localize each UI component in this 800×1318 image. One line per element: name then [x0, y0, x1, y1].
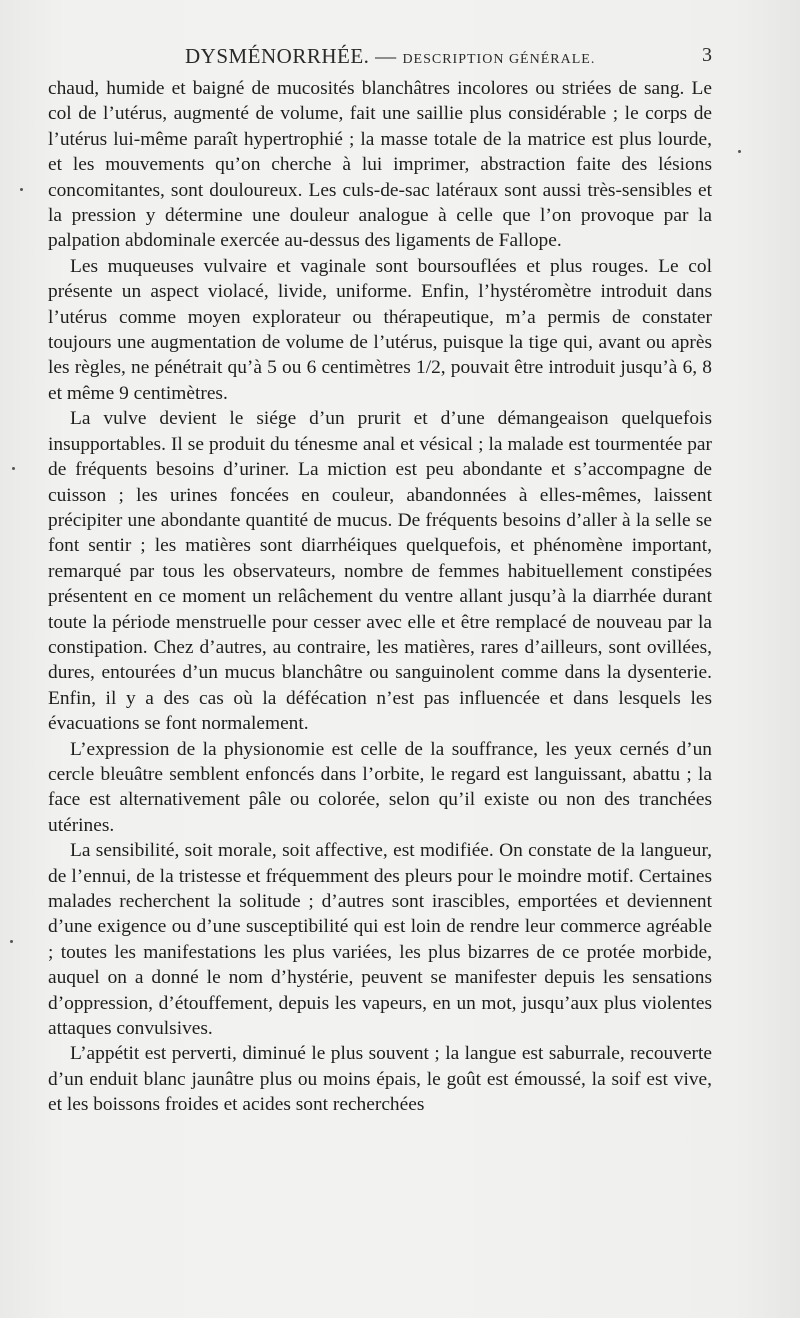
header-title-main: DYSMÉNORRHÉE. —: [185, 44, 403, 68]
paragraph-6: L’appétit est perverti, diminué le plus souvent ; la langue est saburrale, recouverte d’un enduit blanc jaunâtre plus ou moins épais, le goût est émoussé, la soif est vive, et les boissons froides et acides sont recherchées: [48, 1043, 712, 1116]
header-title: [185, 44, 595, 69]
header-title-sub: DESCRIPTION GÉNÉRALE.: [402, 52, 596, 67]
running-header: [48, 44, 712, 72]
paper-speck: [12, 467, 15, 470]
paragraph-3: La vulve devient le siége d’un prurit et d’une démangeaison quelquefois insupportables. Il se produit du ténesme anal et vésical ; la malade est tourmentée par de fréquents besoins d’uriner. La miction est peu abondante et s’accompagne de cuisson ; les urines foncées en couleur, abandonnées à elles-mêmes, laissent précipiter une abondante quantité de mucus. De fréquents besoins d’aller à la selle se font sentir ; les matières sont diarrhéiques quelquefois, et phénomène important, remarqué par tous les observateurs, nombre de femmes habituellement constipées présentent en ce moment un relâchement du ventre allant jusqu’à la diarrhée durant toute la période menstruelle pour cesser avec elle et être remplacé de nouveau par la constipation. Chez d’autres, au contraire, les matières, rares d’ailleurs, sont ovillées, dures, entourées d’un mucus blanchâtre ou sanguinolent comme dans la dysenterie. Enfin, il y a des cas où la défécation n’est pas influencée et dans lesquels les évacuations se font normalement.: [48, 408, 712, 735]
paper-speck: [20, 188, 23, 191]
page-number: 3: [702, 44, 712, 66]
paper-speck: [738, 150, 741, 153]
paper-speck: [10, 940, 13, 943]
paragraph-1: chaud, humide et baigné de mucosités blanchâtres incolores ou striées de sang. Le col de l’utérus, augmenté de volume, fait une saillie plus considérable ; le corps de l’utérus lui-même paraît hypertrophié ; la masse totale de la matrice est plus lourde, et les mouvements qu’on cherche à lui imprimer, abstraction faite des lésions concomitantes, sont douloureux. Les culs-de-sac latéraux sont aussi très-sensibles et la pression y détermine une douleur analogue à celle que l’on provoque par la palpation abdominale exercée au-dessus des ligaments de Fallope.: [48, 78, 712, 252]
paragraph-5: La sensibilité, soit morale, soit affective, est modifiée. On constate de la langueur, de l’ennui, de la tristesse et fréquemment des pleurs pour le moindre motif. Certaines malades recherchent la solitude ; d’autres sont irascibles, emportées et deviennent d’une exigence ou d’une susceptibilité qui est loin de rendre leur commerce agréable ; toutes les manifestations les plus variées, les plus bizarres de ce protée morbide, auquel on a donné le nom d’hystérie, peuvent se manifester depuis les sensations d’oppression, d’étouffement, depuis les vapeurs, en un mot, jusqu’aux plus violentes attaques convulsives.: [48, 840, 712, 1040]
paragraph-2: Les muqueuses vulvaire et vaginale sont boursouflées et plus rouges. Le col présente un aspect violacé, livide, uniforme. Enfin, l’hystéromètre introduit dans l’utérus comme moyen explorateur ou thérapeutique, m’a permis de constater toujours une augmentation de volume de l’utérus, puisque la tige qui, avant ou après les règles, ne pénétrait qu’à 5 ou 6 centimètres 1/2, pouvait être introduit jusqu’à 6, 8 et même 9 centimètres.: [48, 255, 712, 404]
main-text: [48, 76, 712, 1118]
paragraph-4: L’expression de la physionomie est celle de la souffrance, les yeux cernés d’un cercle bleuâtre semblent enfoncés dans l’orbite, le regard est languissant, abattu ; la face est alternativement pâle ou colorée, selon qu’il existe ou non des tranchées utérines.: [48, 738, 712, 836]
